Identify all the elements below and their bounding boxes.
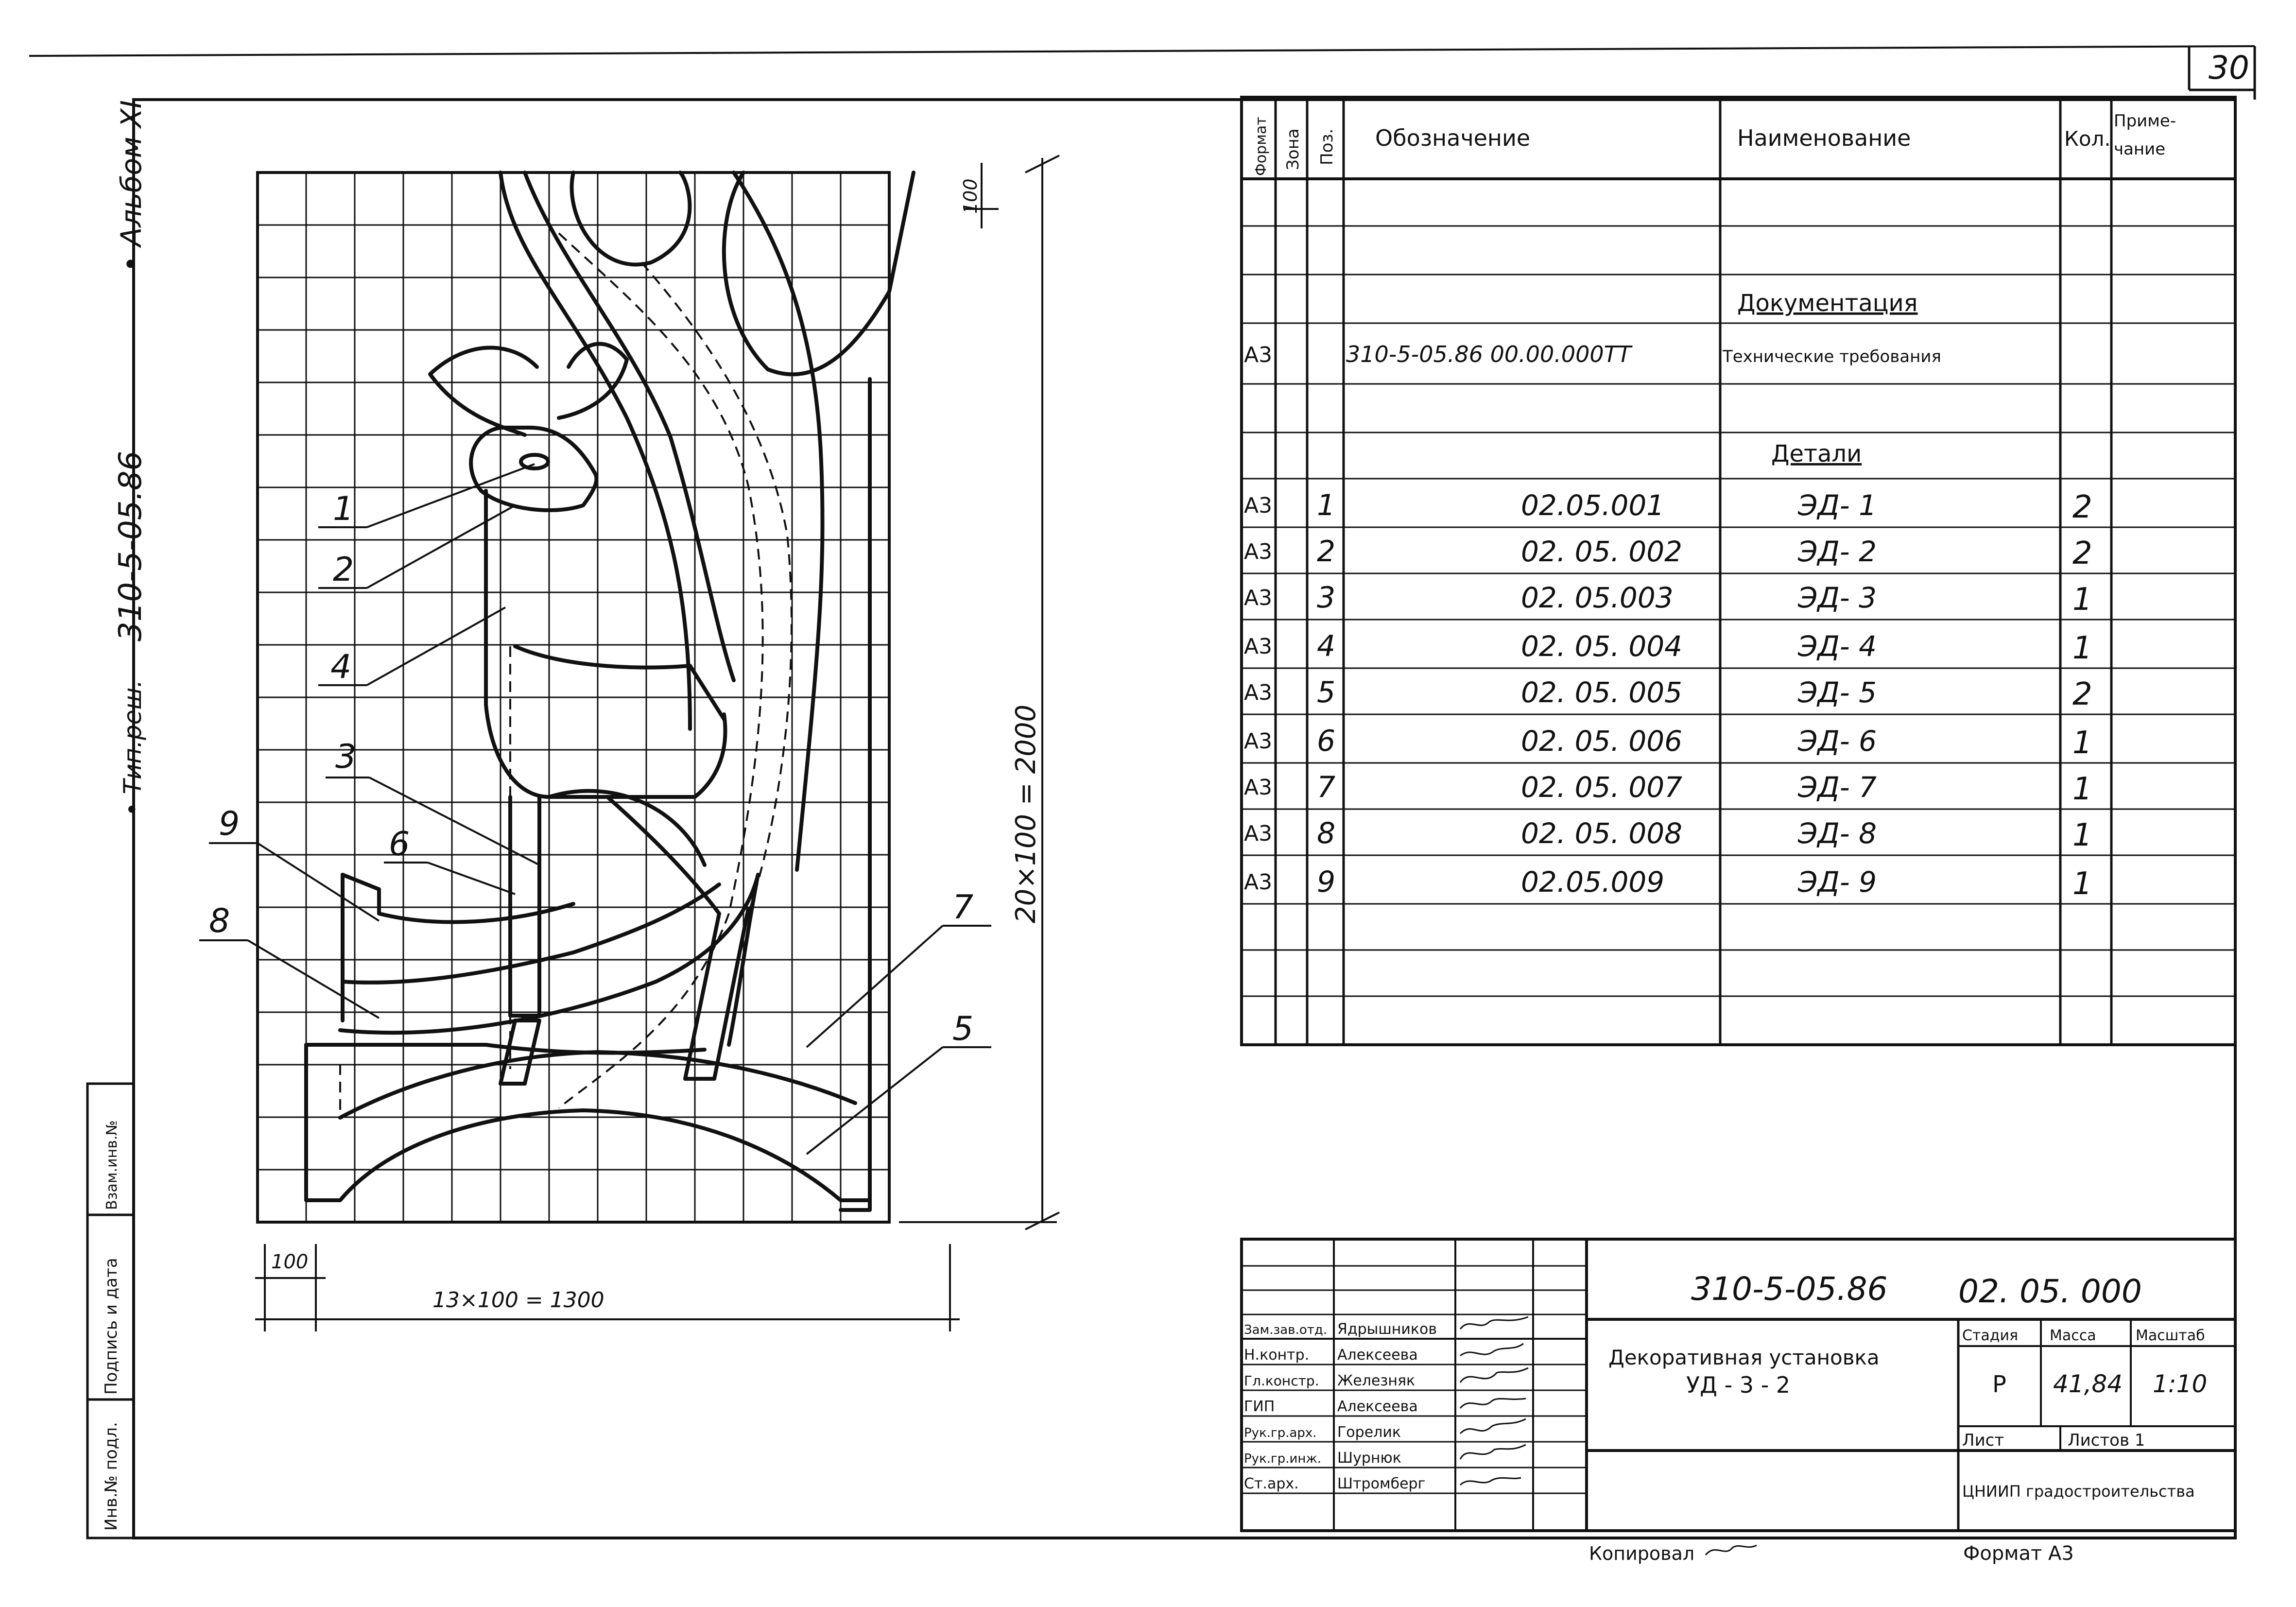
header-format: Формат bbox=[1253, 117, 1270, 176]
callout-1: 1 bbox=[333, 490, 354, 528]
table-row bbox=[1244, 675, 2092, 712]
row-pos: 4 bbox=[1317, 629, 1336, 663]
sig-role: Рук.гр.инж. bbox=[1244, 1451, 1322, 1466]
row-name: ЭД- 2 bbox=[1798, 535, 1877, 568]
row-designation: 02.05.009 bbox=[1521, 865, 1665, 899]
row-format: А3 bbox=[1244, 729, 1273, 754]
row-name: ЭД- 8 bbox=[1798, 817, 1877, 850]
tb-stage-header: Стадия bbox=[1962, 1327, 2019, 1344]
inv-podl-label: Инв.№ подл. bbox=[102, 1422, 121, 1531]
tb-title-1: Декоративная установка bbox=[1608, 1346, 1880, 1369]
header-zone: Зона bbox=[1283, 128, 1303, 170]
tb-mass: 41,84 bbox=[2053, 1370, 2123, 1398]
callout-9: 9 bbox=[219, 805, 240, 843]
dim-height: 20×100 = 2000 bbox=[1010, 704, 1042, 923]
dim-width: 13×100 = 1300 bbox=[432, 1288, 604, 1313]
sig-name: Шурнюк bbox=[1337, 1450, 1401, 1467]
row-format: А3 bbox=[1244, 586, 1273, 610]
doc-name: Технические требования bbox=[1723, 347, 1941, 366]
tb-sheet-label: Лист bbox=[1962, 1431, 2004, 1450]
row-format: А3 bbox=[1244, 680, 1273, 705]
table-row bbox=[1244, 535, 2092, 571]
dim-left: 100 bbox=[271, 1251, 309, 1273]
table-row bbox=[1244, 488, 2092, 525]
callout-5: 5 bbox=[952, 1010, 974, 1048]
signature-scribbles bbox=[1460, 1317, 1528, 1485]
row-pos: 2 bbox=[1317, 535, 1336, 569]
sig-name: Алексеева bbox=[1337, 1347, 1418, 1364]
callout-7: 7 bbox=[952, 888, 974, 927]
copied-signature bbox=[1706, 1545, 1757, 1555]
row-pos: 7 bbox=[1317, 770, 1336, 804]
tb-mass-header: Масса bbox=[2050, 1327, 2096, 1344]
sig-name: Штромберг bbox=[1337, 1475, 1426, 1492]
grid bbox=[258, 173, 889, 1222]
row-format: А3 bbox=[1244, 870, 1273, 895]
tb-code: 310-5-05.86 bbox=[1691, 1270, 1888, 1308]
sig-role: Рук.гр.арх. bbox=[1244, 1426, 1317, 1440]
dimensions bbox=[255, 156, 1059, 1331]
signature-rows bbox=[1244, 1321, 1437, 1492]
callout-6: 6 bbox=[389, 825, 410, 864]
row-qty: 1 bbox=[2072, 817, 2092, 853]
row-name: ЭД- 6 bbox=[1798, 725, 1877, 758]
row-qty: 1 bbox=[2072, 630, 2092, 666]
row-name: ЭД- 7 bbox=[1798, 771, 1877, 804]
row-designation: 02. 05.003 bbox=[1521, 581, 1674, 614]
header-designation: Обозначение bbox=[1375, 125, 1531, 151]
row-format: А3 bbox=[1244, 821, 1273, 846]
header-pos: Поз. bbox=[1317, 128, 1337, 165]
callout-3: 3 bbox=[335, 738, 357, 776]
footer bbox=[1589, 1542, 2074, 1565]
callout-8: 8 bbox=[209, 902, 230, 940]
sig-role: Н.контр. bbox=[1244, 1347, 1310, 1364]
sig-name: Горелик bbox=[1337, 1424, 1401, 1441]
project-code-side: 310-5-05.86 bbox=[113, 450, 149, 641]
row-qty: 1 bbox=[2072, 771, 2092, 807]
section-docs: Документация bbox=[1737, 290, 1918, 317]
row-designation: 02.05.001 bbox=[1521, 489, 1665, 522]
row-format: А3 bbox=[1244, 775, 1273, 800]
sig-name: Железняк bbox=[1337, 1372, 1416, 1389]
callout-4: 4 bbox=[330, 648, 352, 686]
row-qty: 1 bbox=[2072, 582, 2092, 618]
podpis-label: Подпись и дата bbox=[102, 1258, 121, 1395]
row-pos: 1 bbox=[1317, 488, 1336, 522]
sheet-frame bbox=[29, 46, 2255, 1538]
sig-role: Зам.зав.отд. bbox=[1244, 1323, 1328, 1337]
row-format: А3 bbox=[1244, 634, 1273, 659]
table-row bbox=[1244, 724, 2092, 761]
tb-org: ЦНИИП градостроительства bbox=[1962, 1482, 2195, 1501]
row-pos: 6 bbox=[1317, 724, 1336, 758]
header-name: Наименование bbox=[1737, 125, 1911, 151]
tb-title-2: УД - 3 - 2 bbox=[1686, 1372, 1791, 1398]
deer-figure bbox=[306, 173, 914, 1210]
row-designation: 02. 05. 008 bbox=[1521, 817, 1683, 850]
row-designation: 02. 05. 005 bbox=[1521, 676, 1683, 709]
sig-name: Ядрышников bbox=[1337, 1321, 1437, 1338]
table-row bbox=[1244, 865, 2092, 902]
row-pos: 5 bbox=[1317, 675, 1336, 709]
row-format: А3 bbox=[1244, 493, 1273, 518]
row-designation: 02. 05. 007 bbox=[1521, 771, 1683, 804]
section-parts: Детали bbox=[1771, 440, 1862, 467]
sig-name: Алексеева bbox=[1337, 1398, 1418, 1415]
row-pos: 9 bbox=[1317, 865, 1336, 899]
header-note-2: чание bbox=[2114, 139, 2166, 159]
callout-2: 2 bbox=[333, 551, 354, 589]
row-qty: 2 bbox=[2072, 536, 2092, 571]
tb-scale: 1:10 bbox=[2153, 1370, 2208, 1398]
row-qty: 1 bbox=[2072, 725, 2092, 761]
row-designation: 02. 05. 006 bbox=[1521, 725, 1683, 758]
header-qty: Кол. bbox=[2064, 127, 2111, 151]
title-block bbox=[1242, 1239, 2235, 1531]
table-row bbox=[1244, 816, 2092, 853]
sig-role: Ст.арх. bbox=[1244, 1475, 1299, 1492]
vzam-label: Взам.инв.№ bbox=[104, 1120, 121, 1210]
doc-designation: 310-5-05.86 00.00.000ТТ bbox=[1346, 341, 1631, 367]
spec-table bbox=[1242, 97, 2235, 1045]
row-name: ЭД- 9 bbox=[1798, 865, 1877, 899]
header-note-1: Приме- bbox=[2114, 111, 2176, 131]
row-format: А3 bbox=[1244, 539, 1273, 564]
row-qty: 2 bbox=[2072, 489, 2092, 525]
table-row bbox=[1244, 629, 2092, 666]
sig-role: ГИП bbox=[1244, 1398, 1275, 1415]
row-name: ЭД- 5 bbox=[1798, 676, 1877, 709]
tb-scale-header: Масштаб bbox=[2136, 1327, 2205, 1344]
row-pos: 3 bbox=[1317, 581, 1336, 615]
row-name: ЭД- 3 bbox=[1798, 581, 1877, 614]
row-qty: 1 bbox=[2072, 866, 2092, 902]
row-designation: 02. 05. 002 bbox=[1521, 535, 1683, 568]
doc-format: А3 bbox=[1244, 343, 1273, 367]
tip-resh-label: • Тип.реш. bbox=[119, 679, 147, 816]
sig-role: Гл.констр. bbox=[1244, 1373, 1319, 1389]
album-label: • Альбом XI bbox=[115, 100, 148, 272]
tb-doc-number: 02. 05. 000 bbox=[1958, 1273, 2142, 1310]
row-qty: 2 bbox=[2072, 676, 2092, 712]
row-designation: 02. 05. 004 bbox=[1521, 630, 1683, 663]
row-name: ЭД- 1 bbox=[1798, 489, 1877, 522]
row-pos: 8 bbox=[1317, 816, 1336, 850]
tb-stage: Р bbox=[1992, 1371, 2006, 1398]
format-label: Формат А3 bbox=[1963, 1542, 2074, 1565]
dim-top: 100 bbox=[960, 178, 981, 214]
table-row bbox=[1244, 581, 2092, 618]
tb-sheets-label: Листов 1 bbox=[2068, 1431, 2145, 1450]
sheet-number: 30 bbox=[2209, 49, 2249, 86]
row-name: ЭД- 4 bbox=[1798, 630, 1877, 663]
copied-label: Копировал bbox=[1589, 1543, 1695, 1564]
table-row bbox=[1244, 770, 2092, 807]
